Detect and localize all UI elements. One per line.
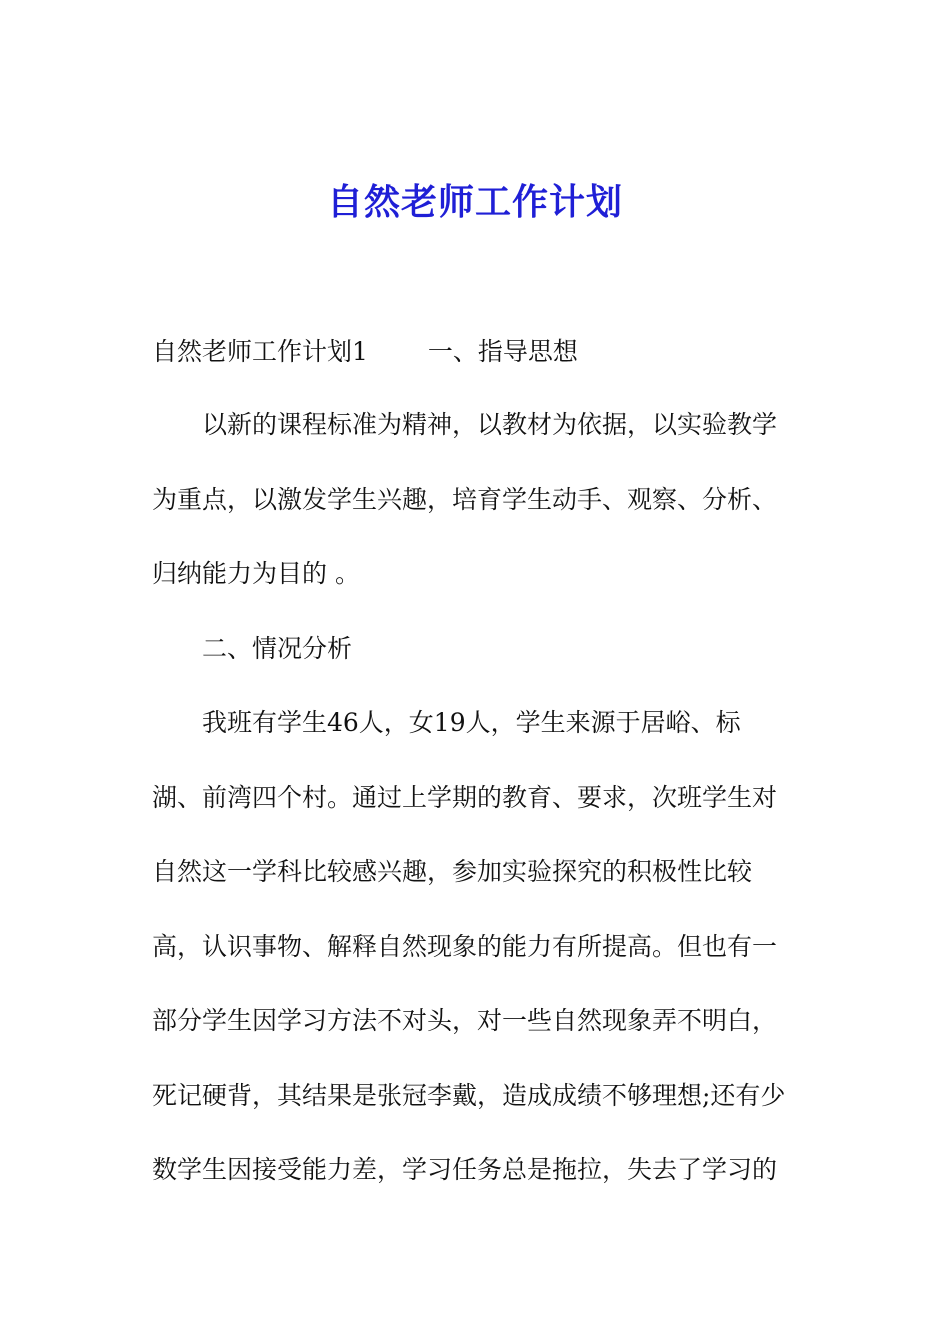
paragraph-line: 自然这一学科比较感兴趣，参加实验探究的积极性比较 — [152, 857, 753, 886]
paragraph-line: 归纳能力为目的 。 — [152, 559, 360, 588]
paragraph-line: 湖、前湾四个村。通过上学期的教育、要求，次班学生对 — [152, 783, 778, 812]
document-title: 自然老师工作计划 — [326, 182, 623, 223]
section-heading-line — [152, 334, 578, 370]
heading-situation-analysis: 二、情况分析 — [202, 634, 353, 663]
heading-guiding-ideology: 一、指导思想 — [427, 337, 578, 366]
paragraph-line: 死记硬背，其结果是张冠李戴，造成成绩不够理想;还有少 — [152, 1081, 786, 1110]
paragraph-line: 为重点，以激发学生兴趣，培育学生动手、观察、分析、 — [152, 485, 778, 514]
paragraph-line: 高，认识事物、解释自然现象的能力有所提高。但也有一 — [152, 932, 778, 961]
paragraph-line: 以新的课程标准为精神，以教材为依据，以实验教学 — [202, 410, 778, 439]
paragraph-line: 我班有学生46人，女19人，学生来源于居峪、标 — [202, 708, 741, 737]
paragraph-line: 部分学生因学习方法不对头，对一些自然现象弄不明白， — [152, 1006, 778, 1035]
paragraph-line: 数学生因接受能力差，学习任务总是拖拉，失去了学习的 — [152, 1155, 778, 1184]
section-label: 自然老师工作计划1 — [152, 337, 368, 366]
